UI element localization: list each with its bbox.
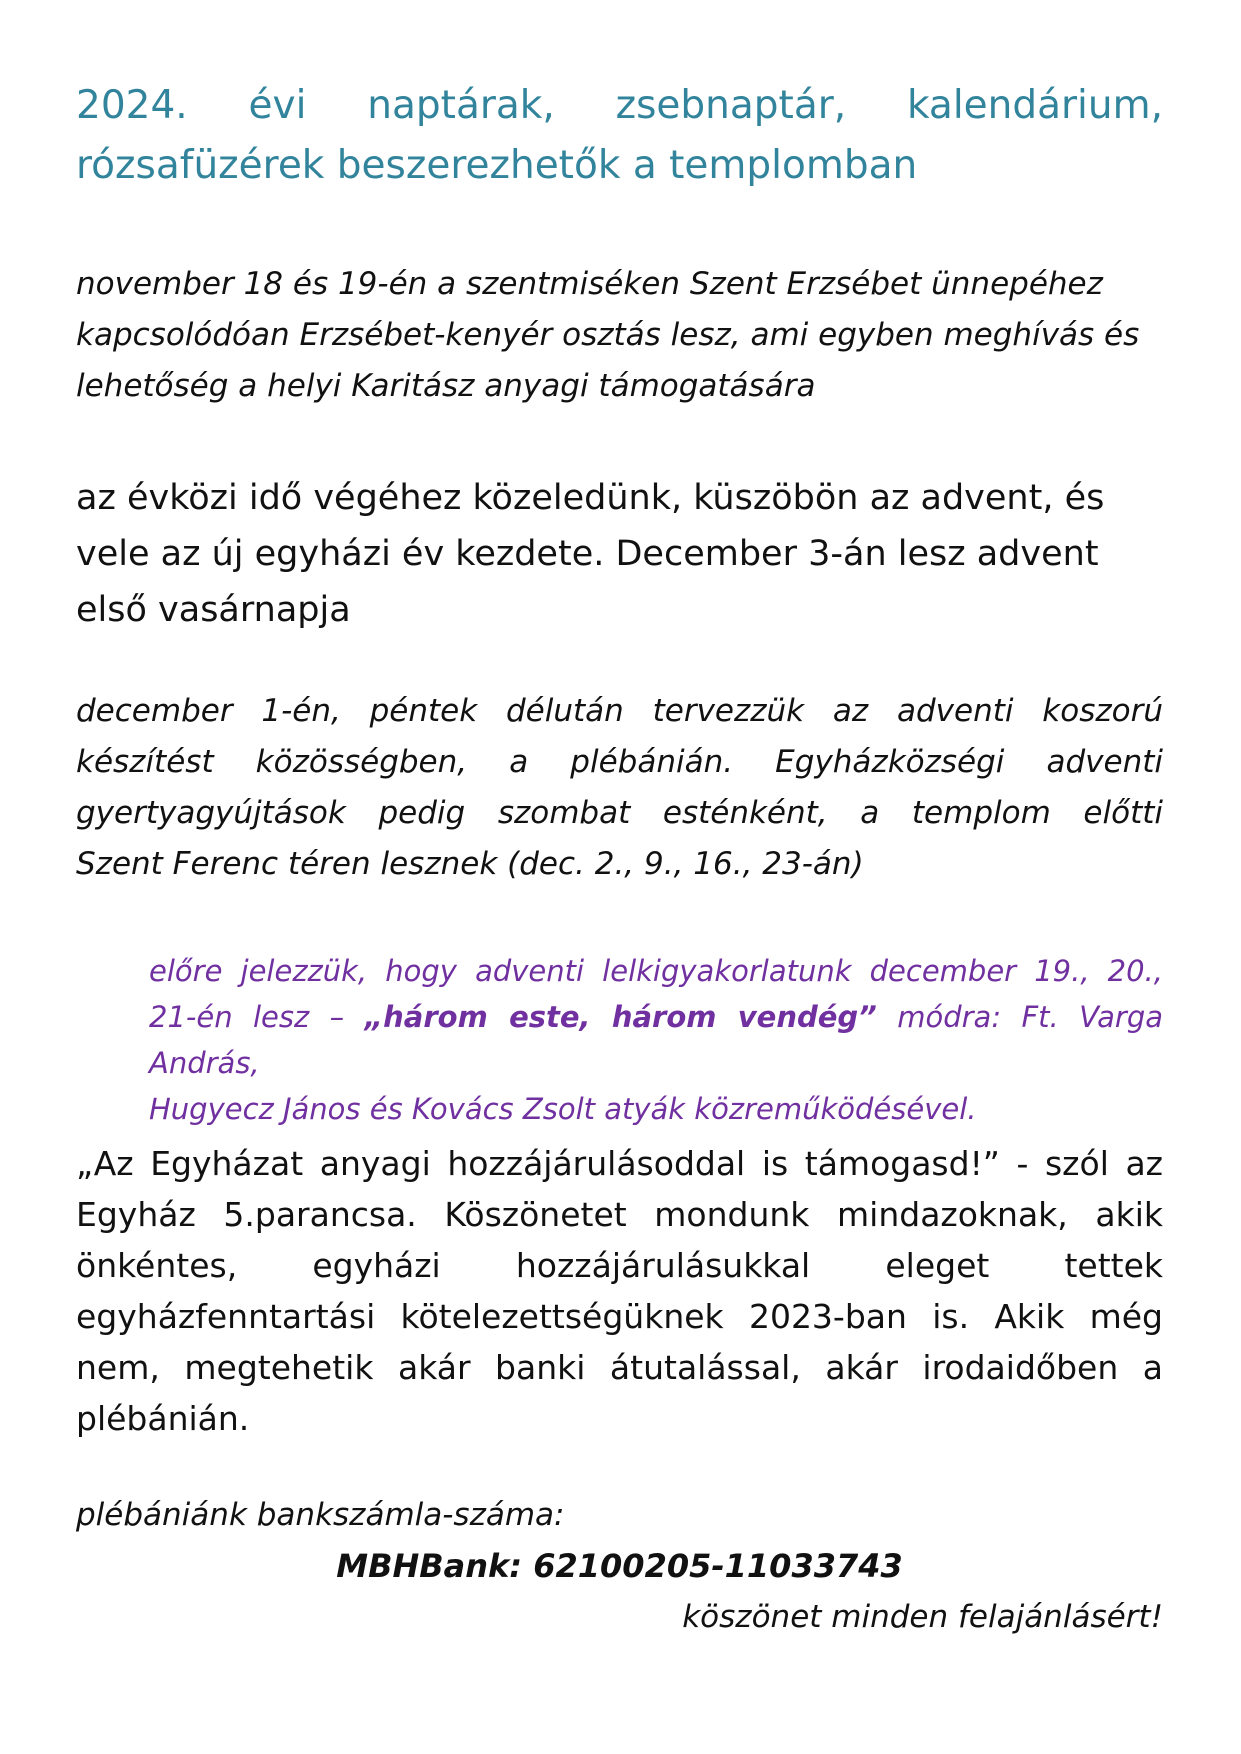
retreat-title: „három este, három vendég” [364, 1000, 877, 1034]
wreath-line-4: Szent Ferenc téren lesznek (dec. 2., 9., 16., 23-án) [76, 846, 864, 882]
contribution-line-1: „Az Egyházat anyagi hozzájárulásoddal is támogasd!” - szól az [76, 1144, 1163, 1183]
wreath-line-2: készítést közösségben, a plébánián. Egyházközségi adventi [76, 744, 1163, 780]
contribution-line-3: önkéntes, egyházi hozzájárulásukkal eleget tettek [76, 1246, 1163, 1285]
thanks-note: köszönet minden felajánlásért! [682, 1599, 1163, 1635]
wreath-line-1: december 1-én, péntek délután tervezzük az adventi koszorú [76, 693, 1163, 729]
contribution-line-5: nem, megtehetik akár banki átutalással, akár irodaidőben a [76, 1348, 1163, 1387]
advent-wreath-notice [76, 686, 1163, 890]
contribution-line-4: egyházfenntartási kötelezettségüknek 2023-ban is. Akik még [76, 1297, 1163, 1336]
contribution-line-6: plébánián. [76, 1399, 250, 1438]
calendar-heading [76, 76, 1163, 196]
retreat-line-1: előre jelezzük, hogy adventi lelkigyakorlatunk december 19., 20., [149, 954, 1163, 988]
heading-line-1: 2024. évi naptárak, zsebnaptár, kalendárium, [76, 83, 1163, 128]
wreath-line-3: gyertyagyújtások pedig szombat esténként, a templom előtti [76, 795, 1163, 831]
elizabeth-bread-notice: november 18 és 19-én a szentmiséken Szent Erzsébet ünnepéhez kapcsolódóan Erzsébet-kenyér osztás lesz, ami egyben meghívás és lehetőség a helyi Karitász anyagi támogatására [76, 266, 1140, 404]
contribution-line-2: Egyház 5.parancsa. Köszönetet mondunk mindazoknak, akik [76, 1195, 1163, 1234]
retreat-line-2-end: módra: Ft. Varga András, [149, 1000, 1163, 1080]
church-contribution-notice [76, 1138, 1163, 1444]
advent-approach-notice: az évközi idő végéhez közeledünk, küszöbön az advent, és vele az új egyházi év kezdete. December 3-án lesz advent első vasárnapja [76, 478, 1105, 630]
retreat-line-3: Hugyecz János és Kovács Zsolt atyák közreműködésével. [149, 1092, 977, 1126]
bank-account-number: MBHBank: 62100205-11033743 [336, 1547, 903, 1585]
bank-account-label: plébániánk bankszámla-száma: [76, 1497, 565, 1533]
advent-retreat-notice [149, 948, 1163, 1132]
heading-line-2: rózsafüzérek beszerezhetők a templomban [76, 143, 918, 188]
retreat-line-2 [149, 994, 1163, 1086]
retreat-line-2-start: 21-én lesz – [149, 1000, 365, 1034]
